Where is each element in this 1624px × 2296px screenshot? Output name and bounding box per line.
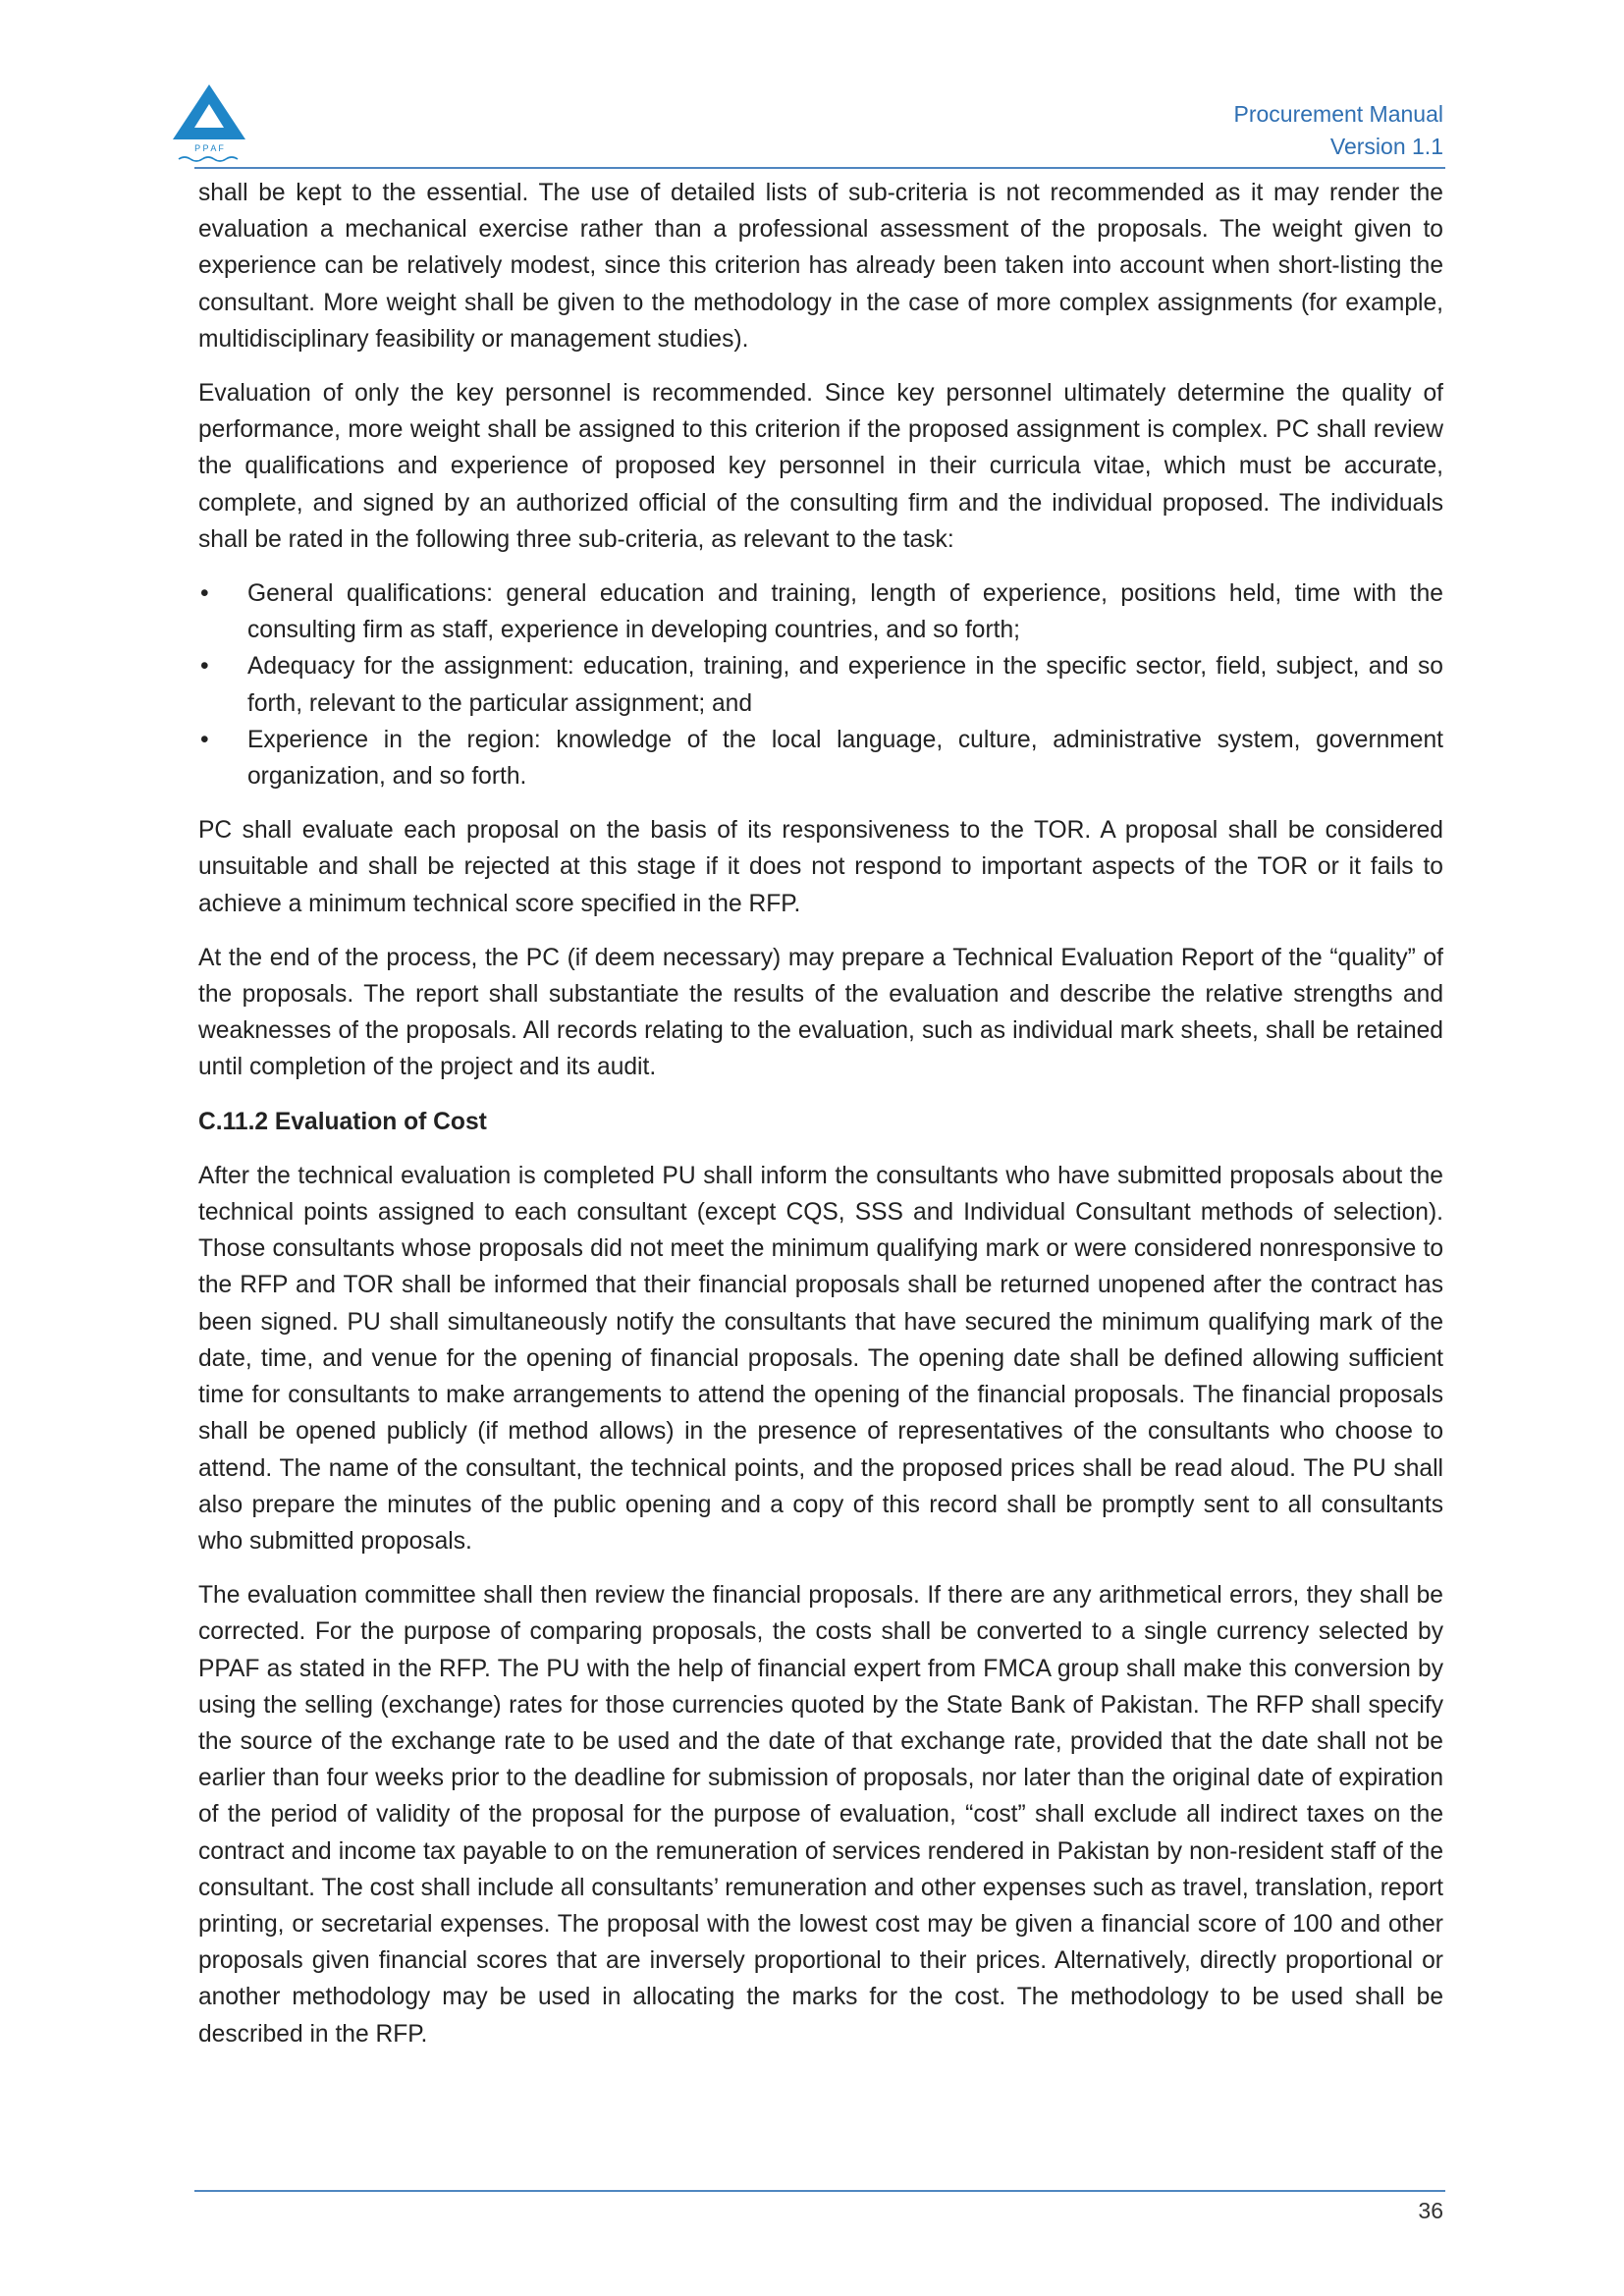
bullet-list (198, 575, 1443, 794)
bullet-icon: • (200, 580, 209, 608)
paragraph: After the technical evaluation is completed PU shall inform the consultants who have submitted proposals about the technical points assigned to each consultant (except CQS, SSS and Individual Consultant methods of selection). Those consultants whose proposals did not meet the minimum qualifying mark or were considered nonresponsive to the RFP and TOR shall be informed that their financial proposals shall be returned unopened after the contract has been signed. PU shall simultaneously notify the consultants that have secured the minimum qualifying mark of the date, time, and venue for the opening of financial proposals. The opening date shall be defined allowing sufficient time for consultants to make arrangements to attend the opening of the financial proposals. The financial proposals shall be opened publicly (if method allows) in the presence of representatives of the consultants who choose to attend. The name of the consultant, the technical points, and the proposed prices shall be read aloud. The PU shall also prepare the minutes of the public opening and a copy of this record shall be promptly sent to all consultants who submitted proposals. (198, 1162, 1443, 1555)
paragraph: The evaluation committee shall then review the financial proposals. If there are any arithmetical errors, they shall be corrected. For the purpose of comparing proposals, the costs shall be converted to a single currency selected by PPAF as stated in the RFP. The PU with the help of financial expert from FMCA group shall make this conversion by using the selling (exchange) rates for those currencies quoted by the State Bank of Pakistan. The RFP shall specify the source of the exchange rate to be used and the date of that exchange rate, provided that the date shall not be earlier than four weeks prior to the deadline for submission of proposals, nor later than the original date of expiration of the period of validity of the proposal for the purpose of evaluation, “cost” shall exclude all indirect taxes on the contract and income tax payable to on the remuneration of services rendered in Pakistan by non-resident staff of the consultant. The cost shall include all consultants’ remuneration and other expenses such as travel, translation, report printing, or secretarial expenses. The proposal with the lowest cost may be given a financial score of 100 and other proposals given financial scores that are inversely proportional to their prices. Alternatively, directly proportional or another methodology may be used in allocating the marks for the cost. The methodology to be used shall be described in the RFP. (198, 1582, 1443, 2048)
ppaf-logo (165, 79, 253, 167)
paragraph: shall be kept to the essential. The use of detailed lists of sub-criteria is not recommended as it may render the evaluation a mechanical exercise rather than a professional assessment of the proposals. The weight given to experience can be relatively modest, since this criterion has already been taken into account when short-listing the consultant. More weight shall be given to the methodology in the case of more complex assignments (for example, multidisciplinary feasibility or management studies). (198, 180, 1443, 353)
svg-text:P P A F: P P A F (194, 143, 224, 153)
document-version: Version 1.1 (1329, 134, 1443, 159)
list-item: • General qualifications: general education and training, length of experience, positions held, time with the consulting firm as staff, experience in developing countries, and so forth; (198, 575, 1443, 648)
page-number: 36 (1418, 2198, 1443, 2223)
footer-divider (194, 2190, 1445, 2192)
bullet-icon: • (200, 726, 209, 753)
list-item: • Experience in the region: knowledge of the local language, culture, administrative system, government organization, and so forth. (198, 722, 1443, 794)
document-title: Procurement Manual (1233, 101, 1443, 127)
list-item: • Adequacy for the assignment: education, training, and experience in the specific sector, field, subject, and so forth, relevant to the particular assignment; and (198, 648, 1443, 721)
document-header (1234, 98, 1444, 163)
section-heading: C.11.2 Evaluation of Cost (198, 1108, 487, 1135)
page-body (198, 175, 1443, 2070)
paragraph: Evaluation of only the key personnel is recommended. Since key personnel ultimately determine the quality of performance, more weight shall be assigned to this criterion if the proposed assignment is complex. PC shall review the qualifications and experience of proposed key personnel in their curricula vitae, which must be accurate, complete, and signed by an authorized official of the consulting firm and the individual proposed. The individuals shall be rated in the following three sub-criteria, as relevant to the task: (198, 380, 1443, 553)
paragraph: PC shall evaluate each proposal on the basis of its responsiveness to the TOR. A proposal shall be considered unsuitable and shall be rejected at this stage if it does not respond to important aspects of the TOR or it fails to achieve a minimum technical score specified in the RFP. (198, 817, 1443, 917)
paragraph: At the end of the process, the PC (if deem necessary) may prepare a Technical Evaluation Report of the “quality” of the proposals. The report shall substantiate the results of the evaluation and describe the relative strengths and weaknesses of the proposals. All records relating to the evaluation, such as individual mark sheets, shall be retained until completion of the project and its audit. (198, 944, 1443, 1081)
header-divider (194, 167, 1445, 169)
bullet-icon: • (200, 653, 209, 681)
